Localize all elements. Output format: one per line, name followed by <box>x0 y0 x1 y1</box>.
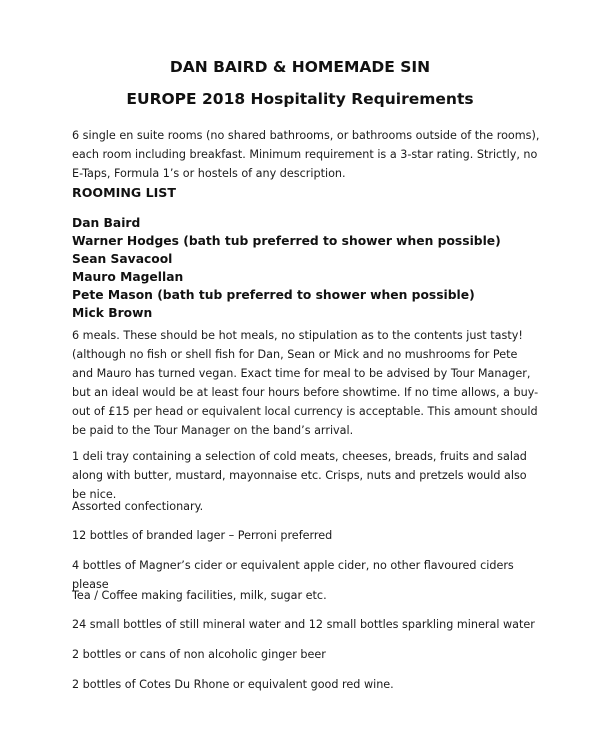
water-line: 24 small bottles of still mineral water and 12 small bottles sparkling mineral water <box>72 618 535 631</box>
lager-line: 12 bottles of branded lager – Perroni preferred <box>72 529 333 542</box>
meals-paragraph: 6 meals. These should be hot meals, no stipulation as to the contents just tasty! (although no fish or shell fish for Dan, Sean or Mick and no mushrooms for Pete and Mauro has turned vegan. Exact time for meal to be advised by Tour Manager, but an ideal would be at least four hours before showtime. If no time allows, a buy-out of £15 per head or equivalent local currency is acceptable. This amount should be paid to the Tour Manager on the band’s arrival. <box>72 329 539 437</box>
confectionary-line: Assorted confectionary. <box>72 500 204 513</box>
rooming-list-heading: ROOMING LIST <box>72 185 176 200</box>
accommodation-paragraph: 6 single en suite rooms (no shared bathrooms, or bathrooms outside of the rooms), each room including breakfast. Minimum requirement is a 3-star rating. Strictly, no E-Taps, Formula 1’s or hostels of any description. <box>72 129 540 180</box>
deli-tray-paragraph: 1 deli tray containing a selection of cold meats, cheeses, breads, fruits and salad along with butter, mustard, mayonnaise etc. Crisps, nuts and pretzels would also be nice. <box>72 450 527 501</box>
cider-line: 4 bottles of Magner’s cider or equivalent apple cider, no other flavoured ciders please <box>72 559 514 591</box>
rooming-list-item: Mick Brown <box>72 306 153 320</box>
rooming-list-item: Sean Savacool <box>72 252 173 266</box>
rooming-list-item: Pete Mason (bath tub preferred to shower when possible) <box>72 288 475 302</box>
ginger-beer-line: 2 bottles or cans of non alcoholic ginger beer <box>72 648 326 661</box>
document-title: DAN BAIRD & HOMEMADE SIN <box>169 58 431 76</box>
rooming-list-item: Dan Baird <box>72 216 141 230</box>
tea-coffee-line: Tea / Coffee making facilities, milk, sugar etc. <box>72 589 327 602</box>
rooming-list-item: Warner Hodges (bath tub preferred to shower when possible) <box>72 234 501 248</box>
document-subtitle: EUROPE 2018 Hospitality Requirements <box>126 90 474 108</box>
rooming-list-item: Mauro Magellan <box>72 270 184 284</box>
red-wine-line: 2 bottles of Cotes Du Rhone or equivalent good red wine. <box>72 678 394 691</box>
rooming-list <box>72 214 501 322</box>
